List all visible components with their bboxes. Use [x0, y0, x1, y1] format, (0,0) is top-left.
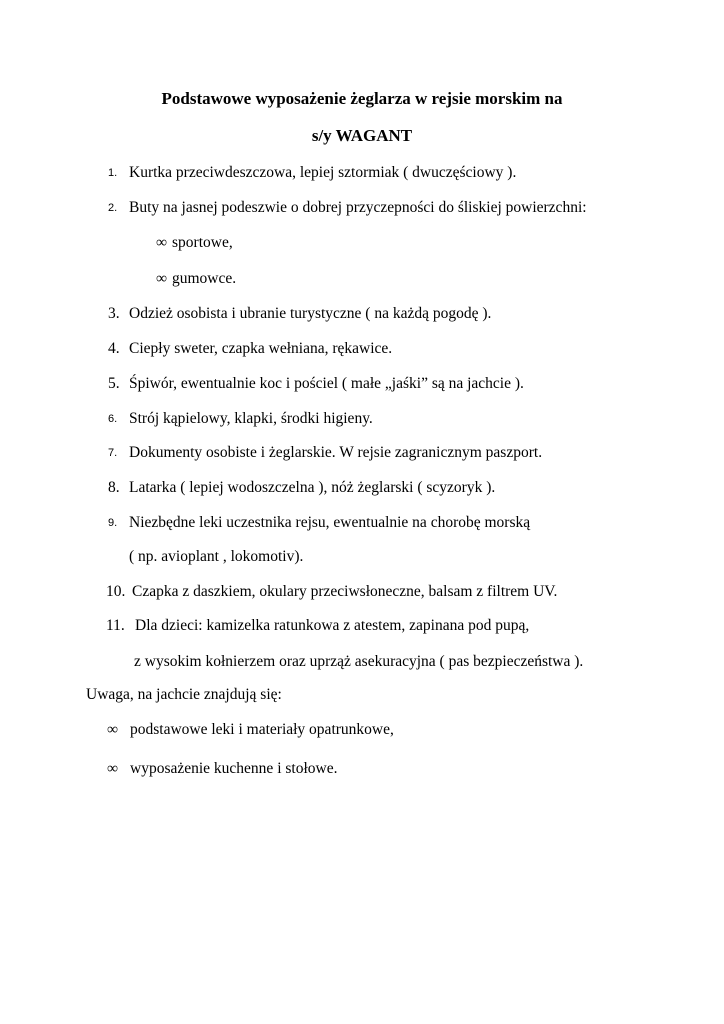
item-number: 8.	[108, 479, 120, 496]
note-item-text: podstawowe leki i materiały opatrunkowe,	[130, 721, 394, 738]
item-text: Kurtka przeciwdeszczowa, lepiej sztormiak ( dwuczęściowy ).	[129, 164, 517, 181]
item-number: 4.	[108, 340, 120, 357]
item-text: Śpiwór, ewentualnie koc i pościel ( małe „jaśki” są na jachcie ).	[129, 375, 524, 392]
sub-item-text: sportowe,	[172, 234, 233, 251]
item-text: Dokumenty osobiste i żeglarskie. W rejsie zagranicznym paszport.	[129, 444, 543, 461]
item-text: Ciepły sweter, czapka wełniana, rękawice.	[129, 340, 393, 357]
sub-item-text: gumowce.	[172, 270, 237, 287]
note-item-text: wyposażenie kuchenne i stołowe.	[130, 760, 338, 777]
item-text: Czapka z daszkiem, okulary przeciwsłoneczne, balsam z filtrem UV.	[132, 583, 558, 600]
item-number: 1.	[108, 167, 118, 179]
item-text: Odzież osobista i ubranie turystyczne ( na każdą pogodę ).	[129, 305, 492, 322]
item-continuation-text: ( np. avioplant , lokomotiv).	[129, 548, 304, 565]
item-text: Dla dzieci: kamizelka ratunkowa z atestem, zapinana pod pupą,	[135, 617, 530, 634]
item-number: 6.	[108, 413, 118, 425]
item-number: 7.	[108, 447, 118, 459]
document-title-line-2: s/y WAGANT	[311, 126, 413, 145]
item-number: 3.	[108, 305, 120, 322]
infinity-bullet-icon: ∞	[156, 270, 168, 287]
item-text: Latarka ( lepiej wodoszczelna ), nóż żeglarski ( scyzoryk ).	[129, 479, 496, 496]
infinity-bullet-icon: ∞	[107, 721, 119, 738]
item-number: 9.	[108, 517, 118, 529]
item-number: 5.	[108, 375, 120, 392]
item-text: Buty na jasnej podeszwie o dobrej przyczepności do śliskiej powierzchni:	[129, 199, 587, 216]
item-number: 2.	[108, 202, 118, 214]
document-title-line-1: Podstawowe wyposażenie żeglarza w rejsie morskim na	[161, 89, 563, 108]
note-heading: Uwaga, na jachcie znajdują się:	[86, 686, 282, 703]
item-continuation-text: z wysokim kołnierzem oraz uprząż asekuracyjna ( pas bezpieczeństwa ).	[134, 653, 584, 670]
infinity-bullet-icon: ∞	[156, 234, 168, 251]
item-number: 11.	[106, 617, 125, 634]
infinity-bullet-icon: ∞	[107, 760, 119, 777]
item-text: Strój kąpielowy, klapki, środki higieny.	[129, 410, 373, 427]
item-number: 10.	[106, 583, 126, 600]
item-text: Niezbędne leki uczestnika rejsu, ewentualnie na chorobę morską	[129, 514, 531, 531]
